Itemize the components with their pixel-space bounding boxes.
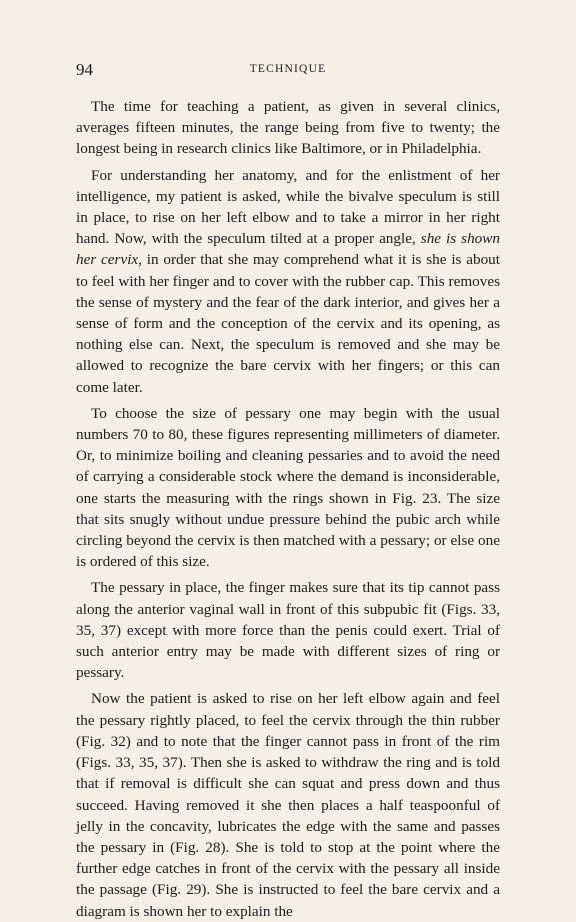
page-number: 94 (76, 60, 93, 79)
paragraph-pessary-size: To choose the size of pessary one may begin with the usual numbers 70 to 80, these figures representing millimeters of diameter. Or, to minimize boiling and cleaning pessaries and to avoid the need of carrying a considerable stock where the demand is inconsiderable, one starts the measuring with the rings shown in Fig. 23. The size that sits snugly without undue pressure behind the pubic arch while circling beyond the cervix is then matched with a pessary; or else one is ordered of this size. (76, 404, 500, 571)
paragraph-teaching-time: The time for teaching a patient, as given in several clinics, averages fifteen minutes, the range being from five to twenty; the longest being in research clinics like Baltimore, or in Philadelphia. (76, 98, 500, 158)
paragraph-anatomy (76, 165, 500, 398)
paragraph-anatomy-text-after: in order that she may comprehend what it is she is about to feel with her finger and to cover with the rubber cap. This removes the sense of mystery and the fear of the dark interior, and gives her a sense of form and the conception of the cervix and its opening, as nothing else can. Next, the speculum is removed and she may be allowed to recognize the bare cervix with her fingers; or this can come later. (76, 251, 500, 396)
running-head (76, 60, 500, 82)
paragraph-anatomy-text-before: For understanding her anatomy, and for the enlistment of her intelligence, my patient is asked, while the bivalve speculum is still in place, to rise on her left elbow and to take a mirror in her right hand. Now, with the speculum tilted at a proper angle, (76, 166, 500, 248)
body-text (76, 96, 500, 922)
paragraph-patient-instruction: Now the patient is asked to rise on her left elbow again and feel the pessary rightly placed, to feel the cervix through the thin rubber (Fig. 32) and to note that the finger cannot pass in front of the rim (Figs. 33, 35, 37). Then she is asked to withdraw the ring and is told that if removal is difficult she can squat and press down and thus succeed. Having removed it she then places a half teaspoonful of jelly in the concavity, lubricates the edge with the same and passes the pessary in (Fig. 28). She is told to stop at the point where the further edge catches in front of the cervix with the pessary all inside the passage (Fig. 29). She is instructed to feel the bare cervix and a diagram is shown her to explain the (76, 690, 500, 920)
paragraph-pessary-fit: The pessary in place, the finger makes sure that its tip cannot pass along the anterior vaginal wall in front of this subpubic fit (Figs. 33, 35, 37) except with more force than the penis could exert. Trial of such anterior entry may be made with different sizes of ring or pessary. (76, 579, 500, 682)
paragraph-anatomy-emphasis: she is shown her cervix, (76, 230, 500, 269)
running-title: TECHNIQUE (249, 63, 327, 75)
